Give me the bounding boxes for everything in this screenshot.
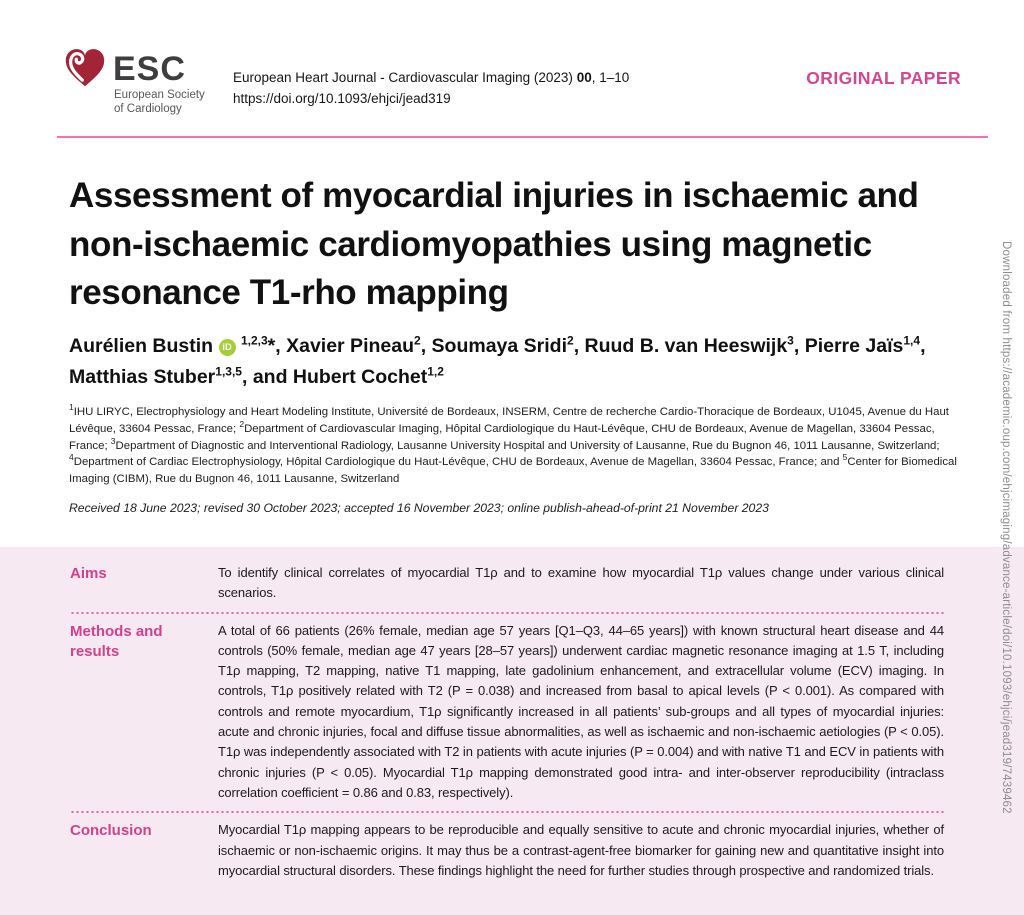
author-list — [69, 331, 961, 393]
dotted-divider — [70, 811, 944, 813]
abstract-section-label: Conclusion — [70, 822, 152, 840]
author: Aurélien Bustin iD $^{1,2,3}$*, — [69, 333, 287, 357]
author: Ruud B. van Heeswijk$^3$, — [584, 333, 805, 357]
author: Soumaya Sridi$^2$, — [431, 333, 585, 357]
article-type-badge: ORIGINAL PAPER — [806, 68, 961, 88]
orcid-icon[interactable]: iD — [219, 339, 236, 356]
esc-logo-subtitle-line2: of Cardiology — [114, 102, 182, 115]
dotted-divider — [70, 612, 944, 614]
abstract-panel — [0, 547, 1024, 915]
abstract-section-text: Myocardial T1ρ mapping appears to be reproducible and equally sensitive to acute and chronic myocardial injuries, whether of ischaemic or non-ischaemic origins. It may thus be a contrast-agent-free biomarker for gaining new and quantitative insight into myocardial structural disorders. These findings highlight the need for further studies through prospective and randomized trials. — [218, 822, 944, 878]
esc-logo-acronym: ESC — [113, 50, 186, 88]
received-dates-line: Received 18 June 2023; revised 30 October 2023; accepted 16 November 2023; online publish-ahead-of-print 21 November 2023 — [69, 501, 769, 515]
author: Pierre Jaïs$^{1,4}$, — [804, 333, 926, 357]
abstract-section-text: A total of 66 patients (26% female, median age 57 years [Q1–Q3, 44–65 years]) with known structural heart disease and 44 controls (50% female, median age 47 years [28–57 years]) underwent cardiac magnetic resonance imaging at 1.5 T, including T1ρ mapping, T2 mapping, native T1 mapping, late gadolinium enhancement, and extracellular volume (ECV) imaging. In controls, T1ρ positively related with T2 (P = 0.038) and increased from basal to apical levels (P < 0.001). As compared with controls and remote myocardium, T1ρ significantly increased in all patients’ sub-groups and all types of myocardial injuries: acute and chronic injuries, focal and diffuse tissue abnormalities, as well as ischaemic and non-ischaemic aetiologies (P < 0.05). T1ρ was independently associated with T2 in patients with acute injuries (P = 0.004) and with native T1 and ECV in patients with chronic injuries (P < 0.05). Myocardial T1ρ mapping demonstrated good intra- and inter-observer reproducibility (intraclass correlation coefficient = 0.86 and 0.83, respectively). — [218, 622, 944, 800]
author: Xavier Pineau$^2$, — [286, 333, 432, 357]
journal-pages: , 1–10 — [591, 70, 630, 85]
esc-heart-icon — [63, 47, 107, 93]
journal-name: European Heart Journal - Cardiovascular Imaging (2023) — [233, 70, 577, 85]
abstract-section — [70, 563, 944, 604]
page-title: Assessment of myocardial injuries in ischaemic and non-ischaemic cardiomyopathies using magnetic resonance T1-rho mapping — [69, 176, 919, 312]
journal-volume: 00 — [576, 70, 592, 85]
download-watermark: Downloaded from https://academic.oup.com/ehjcimaging/advance-article/doi/10.1093/ehjci/jead319/7439462 — [1000, 241, 1012, 814]
esc-logo-subtitle-line1: European Society — [114, 89, 205, 101]
abstract-section — [70, 621, 944, 804]
header-divider-rule — [57, 136, 988, 138]
abstract-section — [70, 820, 944, 881]
abstract-section-text: To identify clinical correlates of myocardial T1ρ and to examine how myocardial T1ρ values change under various clinical scenarios. — [218, 565, 944, 601]
abstract-section-label: Aims — [70, 565, 107, 582]
esc-logo-subtitle — [114, 89, 205, 116]
author: Hubert Cochet$^{1,2}$ — [292, 364, 444, 388]
journal-citation — [233, 67, 629, 109]
doi-link[interactable]: https://doi.org/10.1093/ehjci/jead319 — [233, 91, 451, 106]
journal-citation-line — [233, 67, 629, 88]
affiliations: $^1$IHU LIRYC, Electrophysiology and Heart Modeling Institute, Université de Bordeaux, INSERM, Centre de recherche Cardio-Thoracique de Bordeaux, U1045, Avenue du Haut Lévêque, 33604 Pessac, France; $^2$Department of Cardiovascular Imaging, Hôpital Cardiologique du Haut-Lévêque, CHU de Bordeaux, Avenue de Magellan, 33604 Pessac, France; $^3$Department of Diagnostic and Interventional Radiology, Lausanne University Hospital and University of Lausanne, Rue du Bugnon 46, 1011 Lausanne, Switzerland; $^4$Department of Cardiac Electrophysiology, Hôpital Cardiologique du Haut-Lévêque, CHU de Bordeaux, Avenue de Magellan, 33604 Pessac, France; and $^5$Center for Biomedical Imaging (CIBM), Rue du Bugnon 46, 1011 Lausanne, Switzerland — [69, 402, 957, 486]
author: Matthias Stuber$^{1,3,5}$, and — [69, 364, 293, 388]
abstract-sections — [70, 563, 944, 881]
abstract-section-label: Methods and results — [70, 622, 163, 660]
